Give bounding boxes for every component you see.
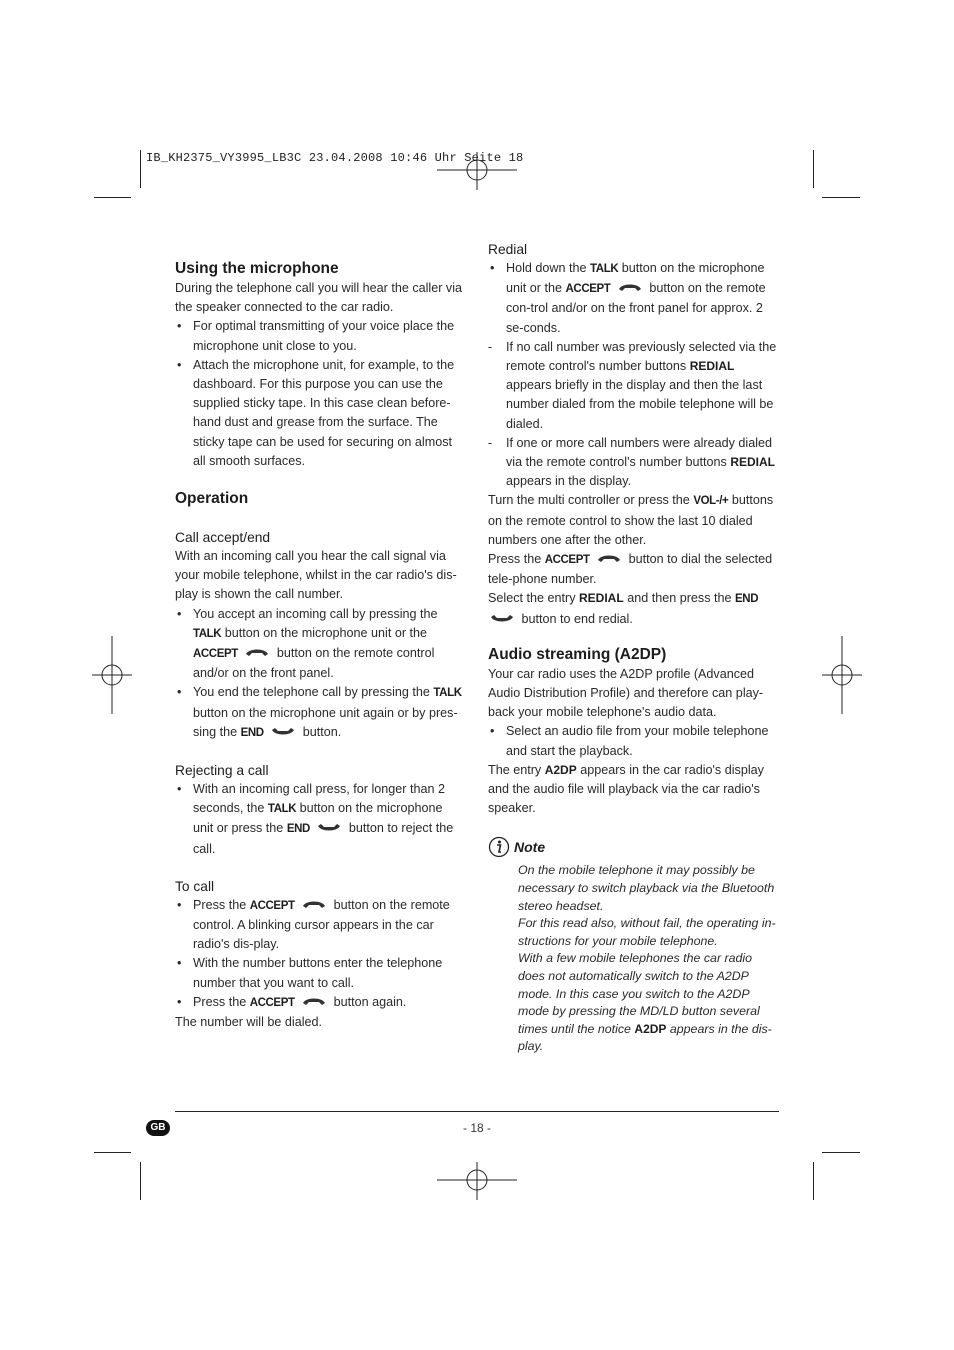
accept-phone-icon bbox=[618, 282, 642, 293]
list-item: • With the number buttons enter the telephone number that you want to call. bbox=[175, 954, 465, 992]
end-phone-icon bbox=[317, 822, 341, 833]
page-number: - 18 - bbox=[462, 1121, 491, 1135]
note-box bbox=[488, 836, 780, 1056]
a2dp-intro: Your car radio uses the A2DP profile (Advanced Audio Distribution Profile) and therefore can play-back your mobile telephone's audio data. bbox=[488, 666, 764, 720]
list-item: • With an incoming call press, for longer than 2 seconds, the TALK button on the microphone unit or press the END button to reject the call. bbox=[175, 780, 465, 859]
redial-list bbox=[488, 259, 780, 491]
list-item: • Select an audio file from your mobile telephone and start the playback. bbox=[488, 722, 780, 760]
redial-display-label: REDIAL bbox=[689, 359, 735, 374]
accept-key-label: ACCEPT bbox=[249, 996, 295, 1009]
section-heading-operation: Operation bbox=[175, 490, 249, 508]
end-key-label: END bbox=[735, 593, 759, 606]
subheading-redial: Redial bbox=[488, 242, 528, 257]
list-item: • Press the ACCEPT button on the remote control. A blinking cursor appears in the car radio's dis-play. bbox=[175, 896, 465, 955]
list-item: • Press the ACCEPT button again. bbox=[175, 993, 465, 1013]
registration-mark-top bbox=[437, 150, 517, 190]
accept-key-label: ACCEPT bbox=[249, 899, 295, 912]
list-item: - If no call number was previously selected via the remote control's number buttons REDIAL appears briefly in the display and then the last number dialed from the mobile telephone will be dialed. bbox=[488, 338, 780, 434]
talk-key-label: TALK bbox=[193, 627, 222, 640]
left-column bbox=[175, 259, 465, 1032]
a2dp-display-label: A2DP bbox=[544, 762, 577, 777]
accept-key-label: ACCEPT bbox=[193, 648, 238, 661]
list-item: - If one or more call numbers were already dialed via the remote control's number buttons REDIAL appears in the display. bbox=[488, 434, 780, 492]
print-header: IB_KH2375_VY3995_LB3C 23.04.2008 10:46 Uhr Seite 18 bbox=[146, 151, 524, 165]
list-item: • Hold down the TALK button on the microphone unit or the ACCEPT button on the remote con-trol and/or on the front panel for approx. 2 se-conds. bbox=[488, 259, 780, 338]
talk-key-label: TALK bbox=[590, 263, 619, 275]
registration-mark-left bbox=[92, 636, 132, 714]
call-intro: With an incoming call you hear the call signal via your mobile telephone, whilst in the car radio's dis-play is shown the call number. bbox=[175, 549, 457, 602]
mic-intro: During the telephone call you will hear the caller via the speaker connected to the car radio. bbox=[175, 281, 463, 315]
list-item: • You accept an incoming call by pressing the TALK button on the microphone unit or the ACCEPT button on the remote control and/or on the front panel. bbox=[175, 605, 465, 684]
tocall-list bbox=[175, 896, 465, 1013]
registration-mark-bottom bbox=[437, 1162, 517, 1202]
end-key-label: END bbox=[240, 726, 264, 739]
right-column bbox=[488, 240, 780, 1056]
list-item: • For optimal transmitting of your voice place the microphone unit close to you. bbox=[175, 317, 465, 355]
note-title: Note bbox=[514, 838, 546, 855]
accept-phone-icon bbox=[597, 553, 621, 564]
redial-paragraph: Select the entry REDIAL and then press the END button to end redial. bbox=[488, 591, 759, 626]
section-heading-microphone: Using the microphone bbox=[175, 260, 339, 277]
subheading-call-accept: Call accept/end bbox=[175, 530, 271, 546]
a2dp-paragraph: The entry A2DP appears in the car radio's display and the audio file will playback via the car radio's speaker. bbox=[488, 762, 764, 816]
redial-paragraph: Turn the multi controller or press the VOL-/+ buttons on the remote control to show the last 10 dialed numbers one after the other. bbox=[488, 493, 774, 547]
info-icon bbox=[488, 836, 510, 858]
reject-list bbox=[175, 780, 465, 859]
note-paragraph: On the mobile telephone it may possibly be necessary to switch playback via the Bluetooth stereo headset. bbox=[518, 863, 775, 913]
list-item: • Attach the microphone unit, for example, to the dashboard. For this purpose you can use the supplied sticky tape. In this case clean before-hand dust and grease from the surface. The sticky tape can be used for securing on almost all smooth surfaces. bbox=[175, 356, 465, 471]
accept-phone-icon bbox=[245, 647, 269, 658]
a2dp-display-label: A2DP bbox=[634, 1021, 667, 1036]
note-paragraph: For this read also, without fail, the operating in-structions for your mobile telephone. bbox=[518, 916, 776, 948]
subheading-to-call: To call bbox=[175, 878, 215, 894]
section-heading-audio-streaming: Audio streaming (A2DP) bbox=[488, 645, 667, 663]
call-list bbox=[175, 605, 465, 743]
redial-display-label: REDIAL bbox=[730, 455, 775, 470]
accept-key-label: ACCEPT bbox=[565, 283, 611, 296]
redial-paragraph: Press the ACCEPT button to dial the selected tele-phone number. bbox=[488, 552, 773, 587]
language-badge: GB bbox=[146, 1120, 170, 1136]
talk-key-label: TALK bbox=[267, 803, 297, 816]
list-item: • You end the telephone call by pressing the TALK button on the microphone unit again or by pres-sing the END button. bbox=[175, 683, 465, 743]
end-key-label: END bbox=[286, 823, 310, 836]
end-phone-icon bbox=[490, 613, 514, 624]
redial-display-label: REDIAL bbox=[579, 591, 624, 606]
vol-key-label: VOL-/+ bbox=[693, 495, 729, 508]
mic-list bbox=[175, 317, 465, 471]
accept-key-label: ACCEPT bbox=[544, 554, 590, 567]
talk-key-label: TALK bbox=[433, 687, 462, 700]
footer-rule bbox=[175, 1111, 779, 1112]
end-phone-icon bbox=[271, 726, 295, 737]
tocall-end: The number will be dialed. bbox=[175, 1015, 323, 1030]
a2dp-list bbox=[488, 722, 780, 760]
accept-phone-icon bbox=[302, 996, 326, 1007]
note-paragraph: With a few mobile telephones the car radio does not automatically switch to the A2DP mode. In this case you switch to the A2DP mode by pressing the MD/LD button several times until the notice A2DP appears in the dis-play. bbox=[518, 951, 772, 1054]
accept-phone-icon bbox=[302, 899, 326, 910]
subheading-rejecting-call: Rejecting a call bbox=[175, 763, 269, 779]
registration-mark-right bbox=[822, 636, 862, 714]
